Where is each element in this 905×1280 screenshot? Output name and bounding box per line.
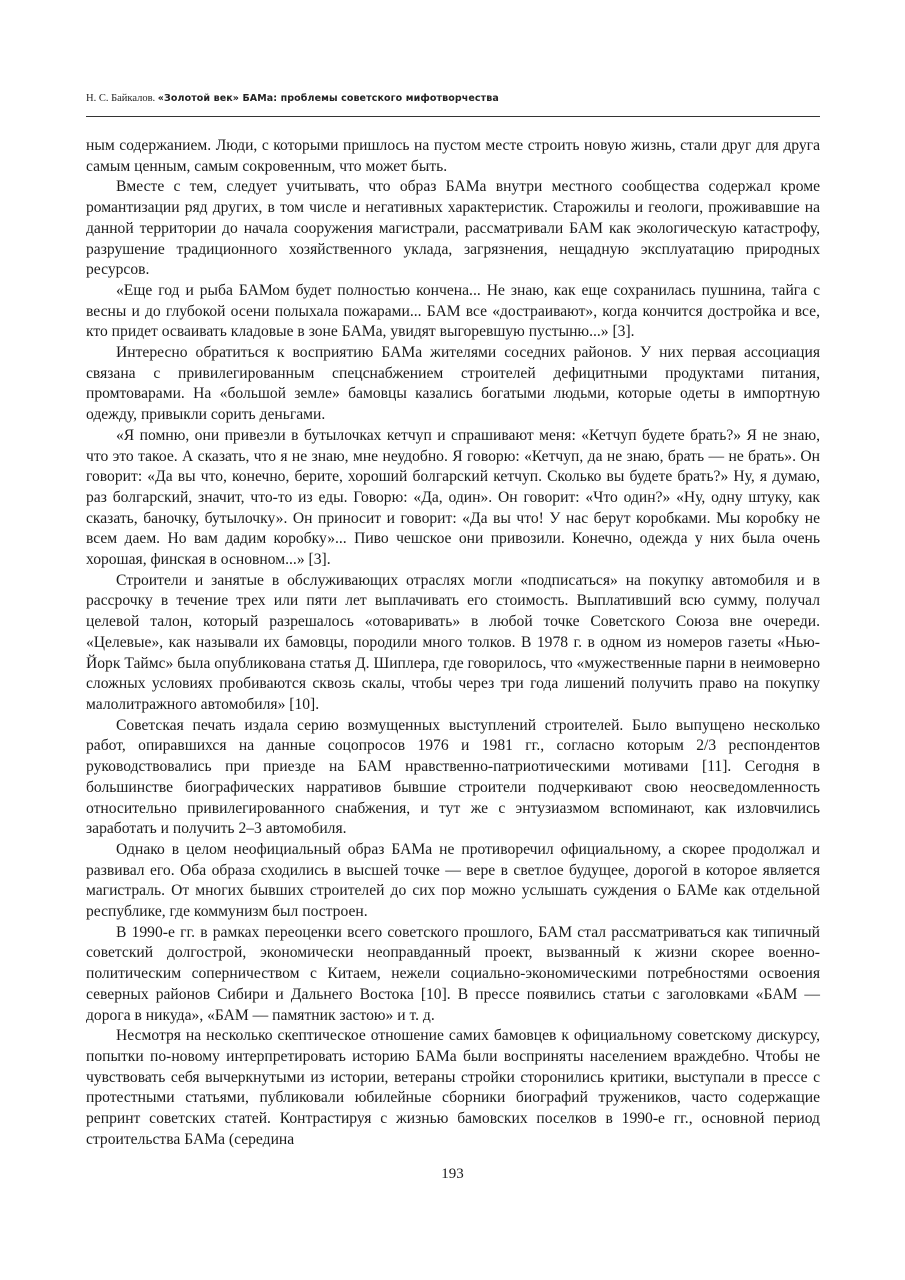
paragraph: Строители и занятые в обслуживающих отраслях могли «подписаться» на покупку автомобиля и в рассрочку в течение трех или пяти лет выплачивать его стоимость. Выплативший всю сумму, получал целевой талон, который разрешалось «отоваривать» в любой точке Советского Союза вне очереди. «Целевые», как называли их бамовцы, породили много толков. В 1978 г. в одном из номеров газеты «Нью-Йорк Таймс» была опубликована статья Д. Шиплера, где говорилось, что «мужественные парни в неимоверно сложных условиях пробиваются сквозь скалы, чтобы через три года лишений получить право на покупку малолитражного автомобиля» [10]. [86,571,820,713]
paragraph: В 1990-е гг. в рамках переоценки всего советского прошлого, БАМ стал рассматриваться как типичный советский долгострой, экономически неоправданный проект, вызванный к жизни скорее военно-политическим соперничеством с Китаем, нежели социально-экономическими потребностями освоения северных районов Сибири и Дальнего Востока [10]. В прессе появились статьи с заголовками «БАМ — дорога в никуда», «БАМ — памятник застою» и т. д. [86,923,820,1024]
paragraph: Советская печать издала серию возмущенных выступлений строителей. Было выпущено несколько работ, опиравшихся на данные соцопросов 1976 и 1981 гг., согласно которым 2/3 респондентов руководствовались при приезде на БАМ нравственно-патриотическими мотивами [11]. Сегодня в большинстве биографических нарративов бывшие строители подчеркивают свою неосведомленность относительно привилегированного снабжения, и тут же с энтузиазмом вспоминают, как изловчились заработать и получить 2–3 автомобиля. [86,716,820,838]
header-author: Н. С. Байкалов. [86,93,156,104]
paragraph: ным содержанием. Люди, с которыми пришлось на пустом месте строить новую жизнь, стали друг для друга самым ценным, самым сокровенным, что может быть. [86,137,820,175]
paragraph: «Еще год и рыба БАМом будет полностью кончена... Не знаю, как еще сохранилась пушнина, тайга с весны и до глубокой осени полыхала пожарами... БАМ все «достраивают», когда кончится достройка и все, кто придет осваивать кладовые в зоне БАМа, увидят выгоревшую пустыню...» [3]. [86,281,820,341]
body-text [86,136,820,1150]
running-header [86,93,820,104]
page-number: 193 [441,1166,464,1182]
header-rule [86,116,820,117]
paragraph: Вместе с тем, следует учитывать, что образ БАМа внутри местного сообщества содержал кроме романтизации ряд других, в том числе и негативных характеристик. Старожилы и геологи, проживавшие на данной территории до начала сооружения магистрали, рассматривали БАМ как экологическую катастрофу, разрушение традиционного хозяйственного уклада, загрязнения, нещадную эксплуатацию природных ресурсов. [86,178,820,279]
paragraph: Несмотря на несколько скептическое отношение самих бамовцев к официальному советскому дискурсу, попытки по-новому интерпретировать историю БАМа были восприняты населением враждебно. Чтобы не чувствовать себя вычеркнутыми из истории, ветераны стройки сторонились критики, выступали в прессе с протестными статьями, публиковали юбилейные сборники биографий тружеников, часто содержащие репринт советских статей. Контрастируя с жизнью бамовских поселков в 1990-е гг., основной период строительства БАМа (середина [86,1027,820,1148]
paragraph: Однако в целом неофициальный образ БАМа не противоречил официальному, а скорее продолжал и развивал его. Оба образа сходились в высшей точке — вере в светлое будущее, дорогой в которое является магистраль. От многих бывших строителей до сих пор можно услышать суждения о БАМе как отдельной республике, где коммунизм был построен. [86,840,820,921]
paragraph: «Я помню, они привезли в бутылочках кетчуп и спрашивают меня: «Кетчуп будете брать?» Я не знаю, что это такое. А сказать, что я не знаю, мне неудобно. Я говорю: «Кетчуп, да не знаю, брать — не брать». Он говорит: «Да вы что, конечно, берите, хороший болгарский кетчуп. Сколько вы будете брать?» Ну, я думаю, раз болгарский, значит, что-то из еды. Говорю: «Да, один». Он говорит: «Что один?» «Ну, одну штуку, как сказать, баночку, бутылочку». Он приносит и говорит: «Да вы что! У нас берут коробками. Мы коробку не всем даем. Но вам дадим коробку»... Пиво чешское они привозили. Конечно, одежда у них была очень хорошая, финская в основном...» [3]. [86,426,820,569]
header-title: «Золотой век» БАМа: проблемы советского мифотворчества [157,93,499,104]
paragraph: Интересно обратиться к восприятию БАМа жителями соседних районов. У них первая ассоциация связана с привилегированным спецснабжением строителей дефицитными продуктами питания, промтоварами. На «большой земле» бамовцы казались богатыми людьми, которые одеты в импортную одежду, привыкли сорить деньгами. [86,344,820,424]
